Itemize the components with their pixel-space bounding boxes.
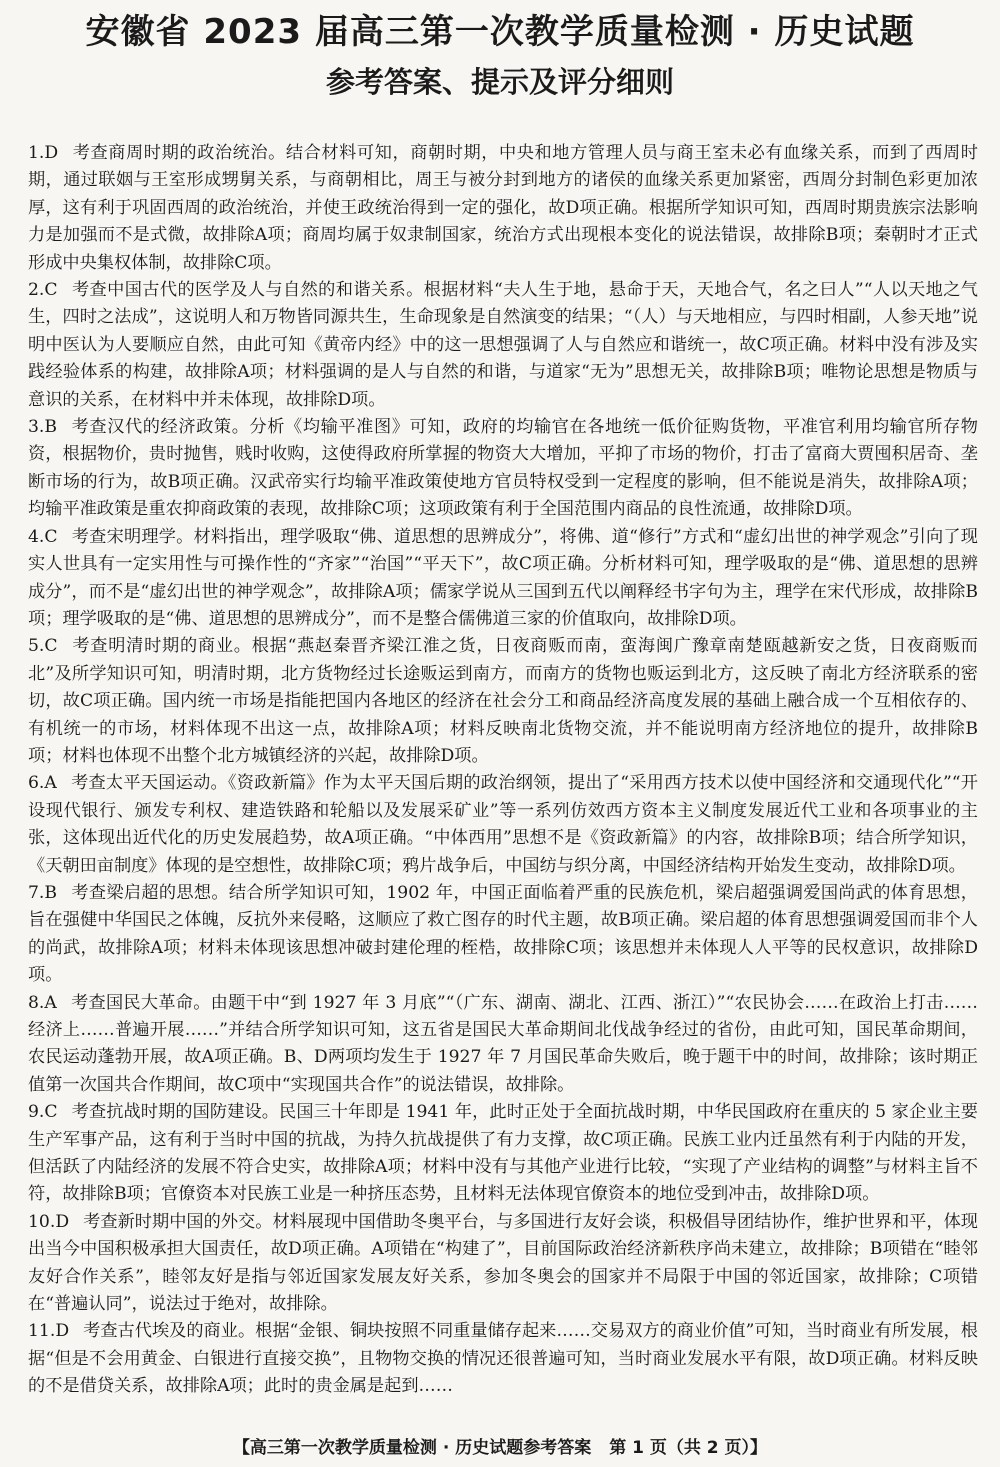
item-explanation: 考查商周时期的政治统治。结合材料可知，商朝时期，中央和地方管理人员与商王室未必有血缘关系，而到了西周时期，通过联姻与王室形成甥舅关系，与商朝相比，周王与被分封到地方的诸侯的血缘关系更加紧密，西周分封制色彩更加浓厚，这有利于巩固西周的政治统治，并使王政统治得到一定的强化，故D项正确。根据所学知识可知，西周时期贵族宗法影响力是加强而不是式微，故排除A项；商周均属于奴隶制国家，统治方式出现根本变化的说法错误，故排除B项；秦朝时才正式形成中央集权体制，故排除C项。 [28,143,978,273]
answer-item [28,633,978,770]
item-answer: C [44,280,58,301]
page-footer [0,1433,1000,1458]
item-explanation: 考查中国古代的医学及人与自然的和谐关系。根据材料“夫人生于地，悬命于天，天地合气，名之曰人”“人以天地之气生，四时之法成”，这说明人和万物皆同源共生，生命现象是自然演变的结果；“（人）与天地相应，与四时相副，人参天地”说明中医认为人要顺应自然，由此可知《黄帝内经》中的这一思想强调了人与自然应和谐统一，故C项正确。材料中没有涉及实践经验体系的构建，故排除A项；材料强调的是人与自然的和谐，与道家“无为”思想无关，故排除B项；唯物论思想是物质与意识的关系，在材料中并未体现，故排除D项。 [28,280,978,410]
item-answer: A [44,773,57,794]
item-number: 8. [28,992,45,1013]
page-title: 安徽省 2023 届高三第一次教学质量检测 · 历史试题 [85,12,915,52]
item-number: 2. [28,280,45,301]
item-number: 4. [28,526,45,547]
answer-item [28,1318,978,1400]
answer-item [28,414,978,524]
item-number: 3. [28,417,45,438]
answer-item [28,1209,978,1319]
item-answer: B [44,882,58,903]
footer-label: 【高三第一次教学质量检测 · 历史试题参考答案 [232,1438,592,1458]
item-explanation: 考查梁启超的思想。结合所学知识可知，1902 年，中国正面临着严重的民族危机，梁启超强调爱国尚武的体育思想，旨在强健中华国民之体魄，反抗外来侵略，这顺应了救亡图存的时代主题，故B项正确。梁启超的体育思想强调爱国而非个人的尚武，故排除A项；材料未体现该思想冲破封建伦理的桎梏，故排除C项；该思想并未体现人人平等的民权意识，故排除D项。 [28,882,978,986]
item-explanation: 考查宋明理学。材料指出，理学吸取“佛、道思想的思辨成分”，将佛、道“修行”方式和“虚幻出世的神学观念”引向了现实人世具有一定实用性与可操作性的“齐家”“治国”“平天下”，故C项正确。分析材料可知，理学吸取的是“佛、道思想的思辨成分”，而不是“虚幻出世的神学观念”，故排除A项；儒家学说从三国到五代以阐释经书字句为主，理学在宋代形成，故排除B项；理学吸取的是“佛、道思想的思辨成分”，而不是整合儒佛道三家的价值取向，故排除D项。 [28,526,978,629]
footer-page-number: 第 1 页（共 2 页）】 [609,1438,768,1458]
page-subtitle: 参考答案、提示及评分细则 [325,65,674,99]
answer-item [28,524,978,634]
item-number: 1. [28,143,45,163]
item-explanation: 考查抗战时期的国防建设。民国三十年即是 1941 年，此时正处于全面抗战时期，中华民国政府在重庆的 5 家企业主要生产军事产品，这有利于当时中国的抗战，为持久抗战提供了有力支撑，故C项正确。民族工业内迁虽然有利于内陆的开发，但活跃了内陆经济的发展不符合史实，故排除A项；材料中没有与其他产业进行比较，“实现了产业结构的调整”与材料主旨不符，故排除B项；官僚资本对民族工业是一种挤压态势，且材料无法体现官僚资本的地位受到冲击，故排除D项。 [28,1102,978,1205]
item-number: 10. [28,1211,56,1232]
item-number: 5. [28,636,45,657]
item-explanation: 考查明清时期的商业。根据“燕赵秦晋齐梁江淮之货，日夜商贩而南，蛮海闽广豫章南楚瓯越新安之货，日夜商贩而北”及所学知识可知，明清时期，北方货物经过长途贩运到南方，而南方的货物也贩运到北方，这反映了南北方经济联系的密切，故C项正确。国内统一市场是指能把国内各地区的经济在社会分工和商品经济高度发展的基础上融合成一个互相依存的、有机统一的市场，材料体现不出这一点，故排除A项；材料反映南北货物交流，并不能说明南方经济地位的提升，故排除B项；材料也体现不出整个北方城镇经济的兴起，故排除D项。 [28,636,978,766]
item-number: 6. [28,773,45,794]
item-explanation: 考查太平天国运动。《资政新篇》作为太平天国后期的政治纲领，提出了“采用西方技术以使中国经济和交通现代化”“开设现代银行、颁发专利权、建造铁路和轮船以及发展采矿业”等一系列仿效西方资本主义制度发展近代工业和各项事业的主张，这体现出近代化的历史发展趋势，故A项正确。“中体西用”思想不是《资政新篇》的内容，故排除B项；结合所学知识，《天朝田亩制度》体现的是空想性，故排除C项；鸦片战争后，中国纺与织分离，中国经济结构开始发生变动，故排除D项。 [28,773,978,876]
item-explanation: 考查汉代的经济政策。分析《均输平准图》可知，政府的均输官在各地统一低价征购货物，平准官利用均输官所存物资，根据物价，贵时抛售，贱时收购，这使得政府所掌握的物资大大增加，平抑了市场的物价，打击了富商大贾囤积居奇、垄断市场的行为，故B项正确。汉武帝实行均输平准政策使地方官员特权受到一定程度的影响，但不能说是消失，故排除A项；均输平准政策是重农抑商政策的表现，故排除C项；这项政策有利于全国范围内商品的良性流通，故排除D项。 [28,417,978,520]
item-explanation: 考查新时期中国的外交。材料展现中国借助冬奥平台，与多国进行友好会谈，积极倡导团结协作，维护世界和平，体现出当今中国积极承担大国责任，故D项正确。A项错在“构建了”，目前国际政治经济新秩序尚未建立，故排除；B项错在“睦邻友好合作关系”，睦邻友好是指与邻近国家发展友好关系，参加冬奥会的国家并不局限于中国的邻近国家，故排除；C项错在“普遍认同”，说法过于绝对，故排除。 [28,1211,978,1315]
answer-item [28,140,978,277]
item-answer: A [44,992,57,1013]
answer-item [28,990,978,1100]
item-answer: C [44,636,58,657]
item-answer: B [44,417,58,438]
item-explanation: 考查国民大革命。由题干中“到 1927 年 3 月底”“（广东、湖南、湖北、江西、浙江）”“农民协会……在政治上打击……经济上……普遍开展……”并结合所学知识可知，这五省是国民大革命期间北伐战争经过的省份，由此可知，国民革命期间，农民运动蓬勃开展，故A项正确。B、D两项均发生于 1927 年 7 月国民革命失败后，晚于题干中的时间，故排除；该时期正值第一次国共合作期间，故C项中“实现国共合作”的说法错误，故排除。 [28,992,978,1095]
answer-item [28,1099,978,1209]
answer-item [28,880,978,990]
item-answer: C [44,526,58,547]
item-answer: D [55,1211,70,1232]
item-number: 7. [28,882,45,903]
item-explanation: 考查古代埃及的商业。根据“金银、铜块按照不同重量储存起来……交易双方的商业价值”可知，当时商业有所发展，根据“但是不会用黄金、白银进行直接交换”，且物物交换的情况还很普遍可知，当时商业发展水平有限，故D项正确。材料反映的不是借贷关系，故排除A项；此时的贵金属是起到…… [28,1321,978,1397]
item-number: 11. [28,1321,56,1342]
answer-item [28,277,978,414]
item-answer: C [44,1102,58,1123]
answer-list [28,140,978,1425]
item-answer: D [44,143,59,163]
item-number: 9. [28,1102,45,1123]
item-answer: D [55,1321,70,1342]
answer-item [28,770,978,880]
